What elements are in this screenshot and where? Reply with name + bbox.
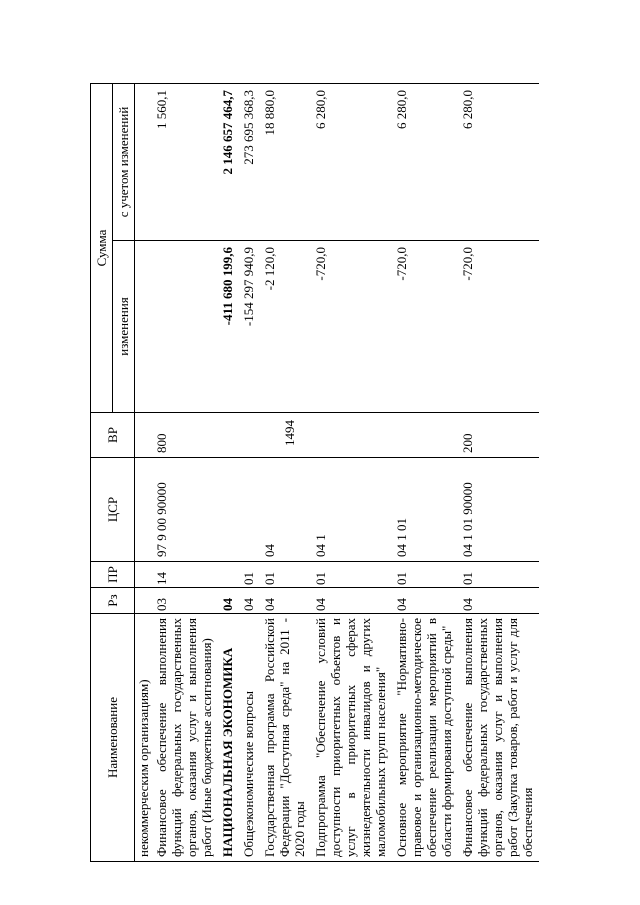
row-pr: 01 (239, 562, 260, 588)
header-sum: Сумма (91, 84, 113, 413)
row-name: Финансовое обеспечение выполнения функций федеральных государственных органов, оказания услуг и выполнения работ (Закупка товаров, работ и услуг для обеспечения (458, 614, 539, 862)
row-total: 1 560,1 (152, 84, 218, 241)
row-change: -2 120,0 (260, 241, 311, 413)
row-pr (218, 562, 239, 588)
row-rz: 04 (311, 588, 392, 614)
row-vr: 800 (152, 413, 218, 458)
header-change: изменения (113, 241, 135, 413)
row-csr: 04 (260, 458, 311, 562)
row-csr (135, 458, 153, 562)
row-csr (218, 458, 239, 562)
row-change: -154 297 940,9 (239, 241, 260, 413)
page-number: 1494 (282, 420, 297, 446)
row-rz: 04 (392, 588, 458, 614)
row-change (135, 241, 153, 413)
row-csr: 97 9 00 90000 (152, 458, 218, 562)
row-total (135, 84, 153, 241)
row-change: -411 680 199,6 (218, 241, 239, 413)
row-name: Подпрограмма "Обеспечение условий доступности приоритетных объектов и услуг в приоритетных сферах жизнедеятельности инвалидов и других маломобильных групп населения" (311, 614, 392, 862)
row-pr: 01 (458, 562, 539, 588)
row-total: 2 146 657 464,7 (218, 84, 239, 241)
row-rz (135, 588, 153, 614)
row-vr (135, 413, 153, 458)
table-row (135, 84, 153, 862)
row-name: некоммерческим организациям) (135, 614, 153, 862)
header-csr: ЦСР (91, 458, 135, 562)
row-pr: 01 (260, 562, 311, 588)
row-csr: 04 1 (311, 458, 392, 562)
row-vr (392, 413, 458, 458)
row-change: -720,0 (311, 241, 392, 413)
row-name: НАЦИОНАЛЬНАЯ ЭКОНОМИКА (218, 614, 239, 862)
table-header (91, 84, 135, 862)
budget-table-grid (90, 83, 539, 862)
header-rz: Рз (91, 588, 135, 614)
row-total: 273 695 368,3 (239, 84, 260, 241)
row-name: Общеэкономические вопросы (239, 614, 260, 862)
row-csr (239, 458, 260, 562)
header-pr: ПР (91, 562, 135, 588)
row-total: 6 280,0 (311, 84, 392, 241)
table-row (218, 84, 239, 862)
header-name: Наименование (91, 614, 135, 862)
row-rz: 04 (239, 588, 260, 614)
row-csr: 04 1 01 90000 (458, 458, 539, 562)
row-pr: 01 (311, 562, 392, 588)
table-row (458, 84, 539, 862)
table-row (392, 84, 458, 862)
row-csr: 04 1 01 (392, 458, 458, 562)
row-rz: 04 (458, 588, 539, 614)
table-row (152, 84, 218, 862)
row-name: Основное мероприятие "Нормативно-правовое и организационно-методическое обеспечение реализации мероприятий в области формирования доступной среды" (392, 614, 458, 862)
header-with-change: с учетом изменений (113, 84, 135, 241)
row-change: -720,0 (392, 241, 458, 413)
row-pr (135, 562, 153, 588)
row-pr: 01 (392, 562, 458, 588)
table-row (311, 84, 392, 862)
row-total: 6 280,0 (458, 84, 539, 241)
table-row (260, 84, 311, 862)
row-total: 6 280,0 (392, 84, 458, 241)
row-vr (260, 413, 311, 458)
row-vr (311, 413, 392, 458)
row-vr (239, 413, 260, 458)
row-change (152, 241, 218, 413)
row-change: -720,0 (458, 241, 539, 413)
row-rz: 04 (260, 588, 311, 614)
row-name: Государственная программа Российской Федерации "Доступная среда" на 2011 - 2020 годы (260, 614, 311, 862)
row-rz: 03 (152, 588, 218, 614)
budget-table (90, 84, 604, 862)
row-vr: 200 (458, 413, 539, 458)
header-vr: ВР (91, 413, 135, 458)
row-rz: 04 (218, 588, 239, 614)
row-name: Финансовое обеспечение выполнения функций федеральных государственных органов, оказания услуг и выполнения работ (Иные бюджетные ассигнования) (152, 614, 218, 862)
table-body (135, 84, 540, 862)
row-vr (218, 413, 239, 458)
table-row (239, 84, 260, 862)
row-total: 18 880,0 (260, 84, 311, 241)
row-pr: 14 (152, 562, 218, 588)
